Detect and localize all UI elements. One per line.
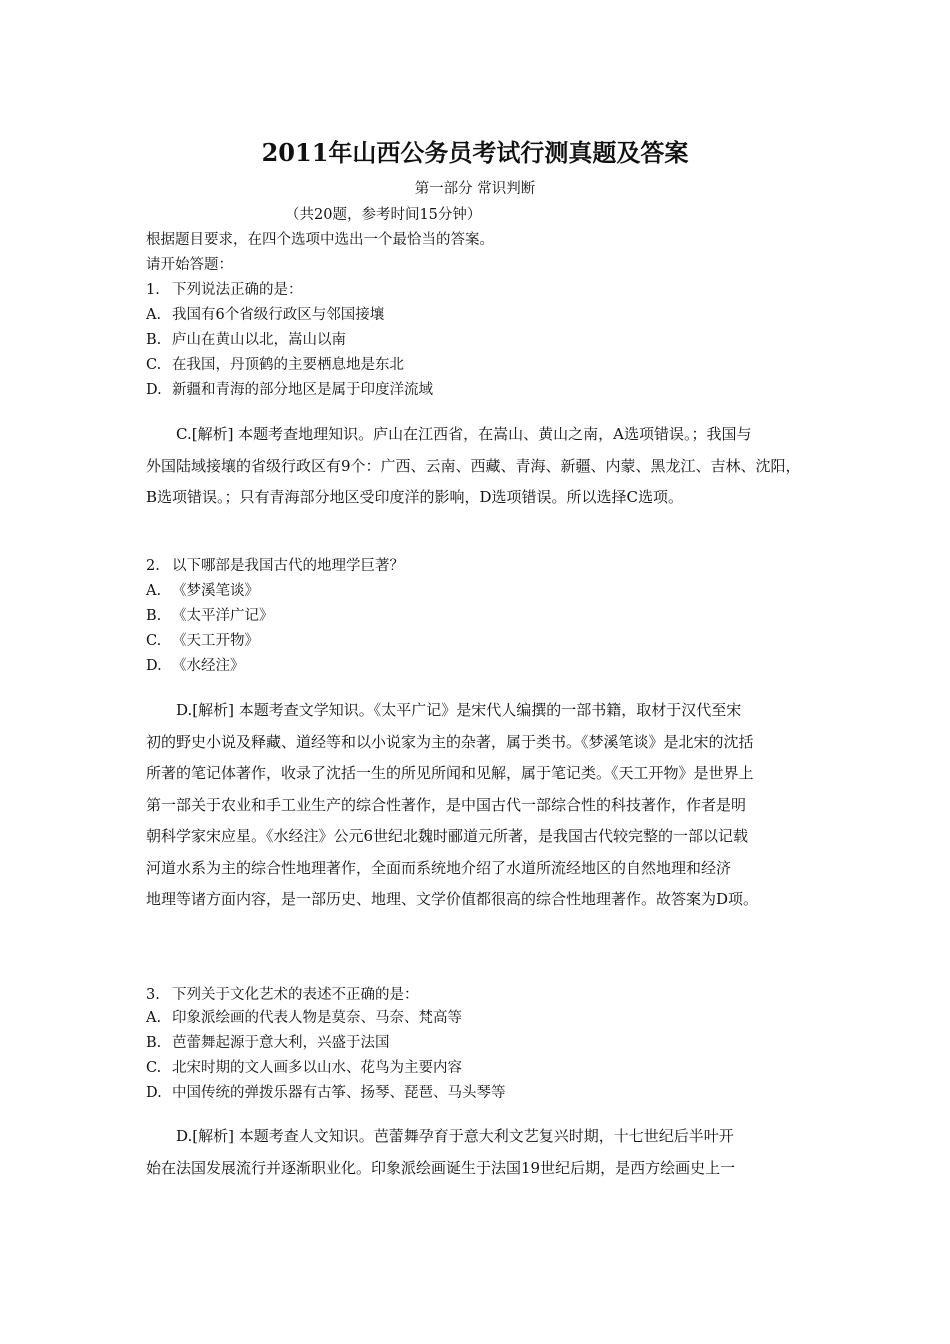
question-text: 下列关于文化艺术的表述不正确的是： [172,987,419,1003]
question-stem [146,554,404,575]
option-label: B. [146,608,162,624]
option-label: B. [146,1035,162,1051]
option-text: 印象派绘画的代表人物是莫奈、马奈、梵高等 [172,1010,462,1026]
option-text: 北宋时期的文人画多以山水、花鸟为主要内容 [172,1060,462,1076]
option-label: A. [146,1010,162,1026]
option-label: A. [146,307,162,323]
option-item [146,1031,390,1052]
analysis-line: 外国陆域接壤的省级行政区有9个：广西、云南、西藏、青海、新疆、内蒙、黑龙江、吉林、沈阳， [146,456,801,475]
analysis-line: 朝科学家宋应星。《水经注》公元6世纪北魏时郦道元所著，是我国古代较完整的一部以记载 [146,827,749,845]
start-prompt: 请开始答题： [146,257,233,273]
question-text: 以下哪部是我国古代的地理学巨著？ [172,558,404,574]
question-number: 2. [146,558,160,574]
option-text: 在我国，丹顶鹤的主要栖息地是东北 [172,357,404,373]
option-text: 《天工开物》 [172,633,259,649]
analysis-line: D.[解析] 本题考查文学知识。《太平广记》是宋代人编撰的一部书籍，取材于汉代至宋 [176,701,742,719]
option-item [146,303,384,324]
option-text: 中国传统的弹拨乐器有古筝、扬琴、琵琶、马头琴等 [172,1085,506,1101]
option-item [146,1006,462,1027]
option-label: C. [146,633,162,649]
analysis-line: D.[解析] 本题考查人文知识。芭蕾舞孕育于意大利文艺复兴时期，十七世纪后半叶开 [176,1127,734,1145]
option-text: 《太平洋广记》 [172,608,274,624]
option-label: D. [146,1085,162,1101]
question-number: 1. [146,282,160,298]
analysis-line: 初的野史小说及释藏、道经等和以小说家为主的杂著，属于类书。《梦溪笔谈》是北宋的沈括 [146,732,754,751]
document-title: 2011年山西公务员考试行测真题及答案 [261,138,689,167]
option-item [146,328,346,349]
option-text: 《水经注》 [172,658,245,674]
option-text: 《梦溪笔谈》 [172,583,259,599]
analysis-line: C.[解析] 本题考查地理知识。庐山在江西省，在嵩山、黄山之南，A选项错误。；我国与 [176,425,752,443]
analysis-line: 第一部关于农业和手工业生产的综合性著作，是中国古代一部综合性的科技著作，作者是明 [146,795,747,814]
option-text: 芭蕾舞起源于意大利，兴盛于法国 [172,1035,390,1051]
option-item [146,1081,506,1102]
analysis-line: 所著的笔记体著作，收录了沈括一生的所见所闻和见解，属于笔记类。《天工开物》是世界上 [146,764,754,782]
instruction-text: 根据题目要求，在四个选项中选出一个最恰当的答案。 [146,232,494,248]
question-stem [146,983,419,1004]
option-item [146,654,245,675]
option-item [146,629,259,650]
section-note: （共20题，参考时间15分钟） [285,207,482,223]
option-text: 庐山在黄山以北，嵩山以南 [172,332,346,348]
option-item [146,1056,462,1077]
analysis-line: B选项错误。；只有青海部分地区受印度洋的影响，D选项错误。所以选择C选项。 [146,488,684,506]
option-label: D. [146,658,162,674]
option-label: A. [146,583,162,599]
question-text: 下列说法正确的是： [172,282,303,298]
option-item [146,353,404,374]
question-stem [146,278,303,299]
option-text: 我国有6个省级行政区与邻国接壤 [172,307,385,323]
option-label: B. [146,332,162,348]
answer-analysis [146,695,814,916]
option-item [146,378,433,399]
analysis-line: 始在法国发展流行并逐渐职业化。印象派绘画诞生于法国19世纪后期，是西方绘画史上一 [146,1158,736,1177]
option-label: C. [146,357,162,373]
answer-analysis [146,1121,814,1184]
question-number: 3. [146,987,160,1003]
option-item [146,604,274,625]
analysis-line: 地理等诸方面内容，是一部历史、地理、文学价值都很高的综合性地理著作。故答案为D项。 [146,890,759,908]
answer-analysis [146,419,814,514]
option-label: D. [146,382,162,398]
option-text: 新疆和青海的部分地区是属于印度洋流域 [172,382,433,398]
option-item [146,579,259,600]
option-label: C. [146,1060,162,1076]
section-heading: 第一部分 常识判断 [414,181,536,197]
analysis-line: 河道水系为主的综合性地理著作，全面而系统地介绍了水道所流经地区的自然地理和经济 [146,858,732,877]
